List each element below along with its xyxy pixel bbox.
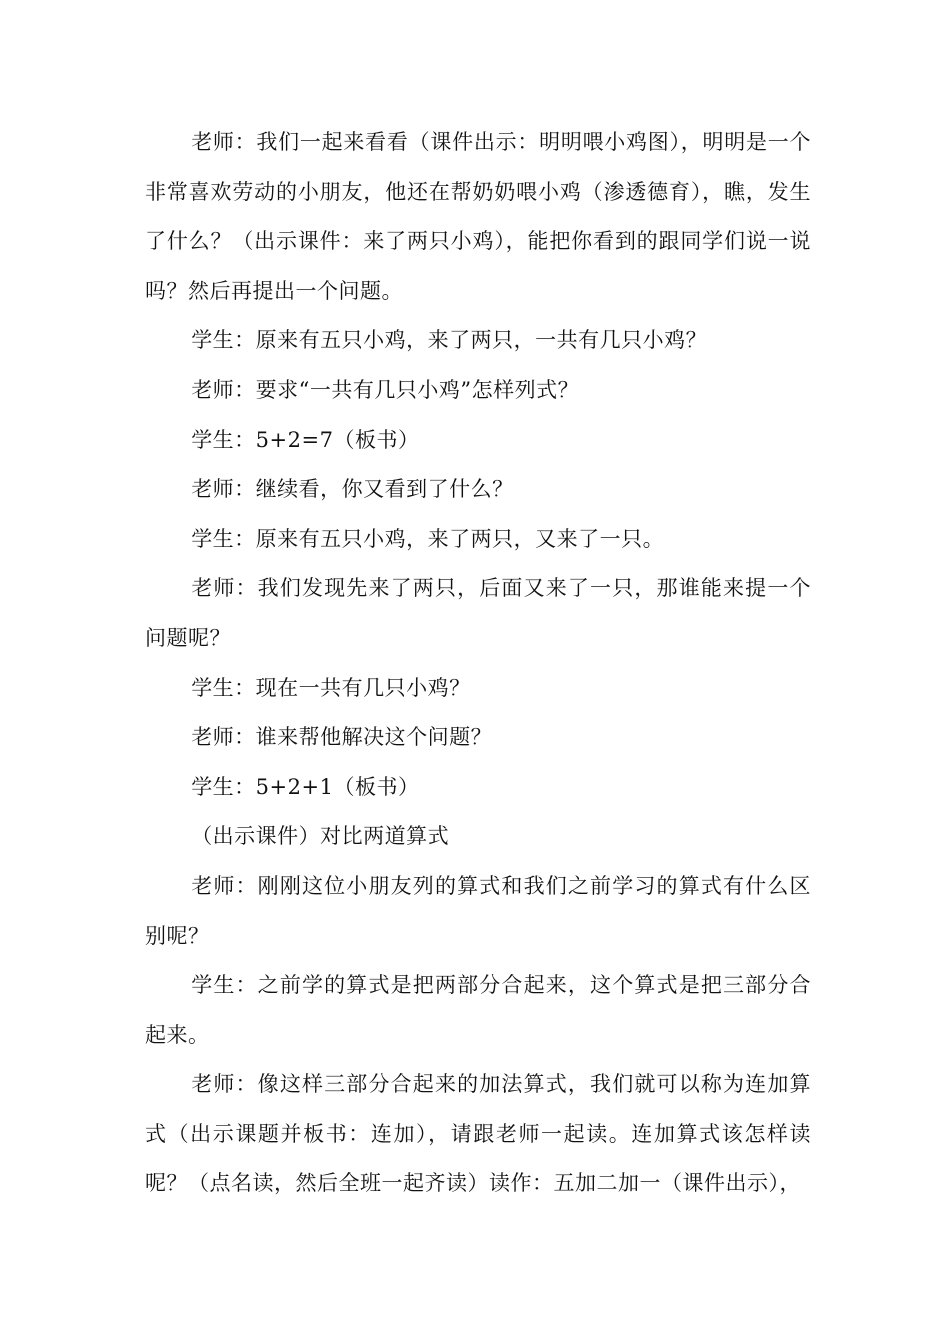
paragraph-student-answer-4: 学生：之前学的算式是把两部分合起来，这个算式是把三部分合起来。	[145, 973, 811, 1047]
paragraph-student-answer-2: 学生：原来有五只小鸡，来了两只，又来了一只。	[191, 526, 665, 551]
paragraph-student-equation-2: 学生：5+2+1（板书）	[191, 774, 420, 799]
paragraph-teacher-question-3: 老师：我们发现先来了两只，后面又来了一只，那谁能来提一个问题呢？	[145, 576, 811, 650]
paragraph-teacher-summary: 老师：像这样三部分合起来的加法算式，我们就可以称为连加算式（出示课题并板书：连加），请跟老师一起读。连加算式该怎样读呢？（点名读，然后全班一起齐读）读作：五加二加一（课件出示），	[145, 1072, 811, 1196]
paragraph-student-equation-1: 学生：5+2=7（板书）	[191, 427, 420, 452]
paragraph-student-answer-1: 学生：原来有五只小鸡，来了两只，一共有几只小鸡？	[191, 328, 708, 353]
paragraph-teacher-question-1: 老师：要求“一共有几只小鸡”怎样列式？	[191, 377, 580, 402]
paragraph-teacher-question-2: 老师：继续看，你又看到了什么？	[191, 477, 514, 502]
paragraph-student-answer-3: 学生：现在一共有几只小鸡？	[191, 675, 471, 700]
document-body	[145, 118, 811, 1209]
paragraph-teacher-question-5: 老师：刚刚这位小朋友列的算式和我们之前学习的算式有什么区别呢？	[145, 873, 811, 948]
paragraph-courseware-compare: （出示课件）对比两道算式	[191, 824, 450, 849]
paragraph-teacher-intro: 老师：我们一起来看看（课件出示：明明喂小鸡图），明明是一个非常喜欢劳动的小朋友，他还在帮奶奶喂小鸡（渗透德育），瞧，发生了什么？（出示课件：来了两只小鸡），能把你看到的跟同学们说一说吗？然后再提出一个问题。	[145, 130, 811, 303]
paragraph-teacher-question-4: 老师：谁来帮他解决这个问题？	[191, 725, 493, 750]
